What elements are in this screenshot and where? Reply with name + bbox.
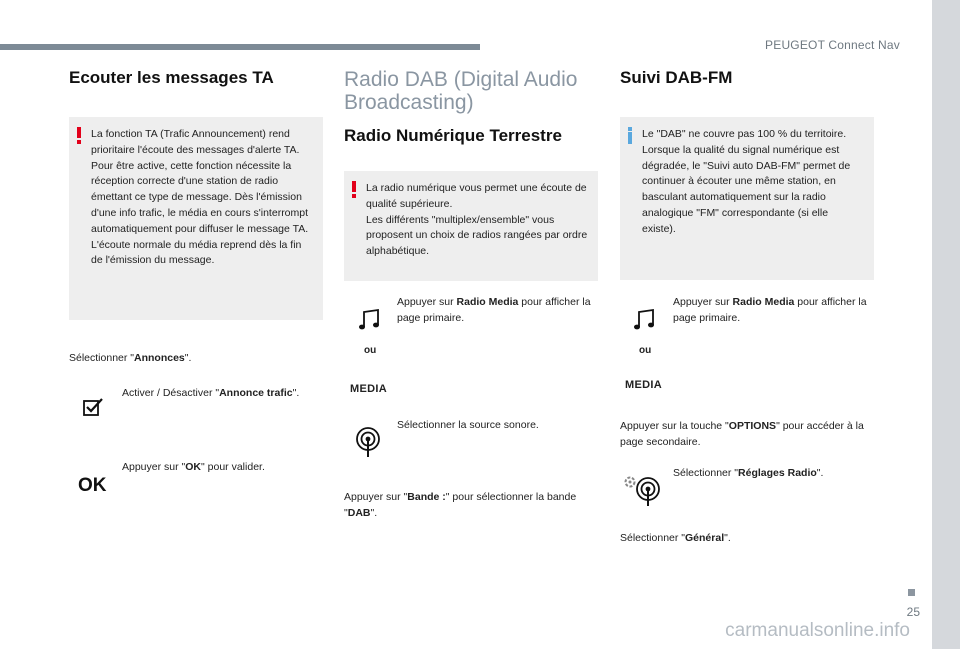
warning-icon xyxy=(77,127,81,144)
select-annonces-text: Sélectionner "Annonces". xyxy=(69,352,192,364)
info-box-dabfm xyxy=(620,117,874,280)
section-title-dab: Radio DAB (Digital Audio Broadcasting) xyxy=(344,68,578,114)
select-radio-settings-text: Sélectionner "Réglages Radio". xyxy=(673,467,824,479)
music-note-icon xyxy=(357,307,383,333)
radio-settings-icon xyxy=(622,473,662,507)
media-button-label: MEDIA xyxy=(350,383,387,395)
end-of-section-mark xyxy=(908,589,915,596)
info-text-2: Lorsque la qualité du signal numérique est dégradée, le "Suivi auto DAB-FM" permet de continuer à écouter une même station, en basculant automatiquement sur la radio analogique "FM" correspondante (si elle existe). xyxy=(642,143,851,235)
brand-title: PEUGEOT Connect Nav xyxy=(765,38,900,52)
section-title-ta: Ecouter les messages TA xyxy=(69,68,274,87)
toggle-annonce-text: Activer / Désactiver "Annonce trafic". xyxy=(122,387,300,399)
info-text-1: Le "DAB" ne couvre pas 100 % du territoire. xyxy=(642,128,847,140)
warning-box-dab xyxy=(344,171,598,281)
or-label: ou xyxy=(364,345,377,356)
or-label: ou xyxy=(639,345,652,356)
subtitle-rnt: Radio Numérique Terrestre xyxy=(344,126,562,145)
page-number: 25 xyxy=(906,605,920,619)
select-band-text: Appuyer sur "Bande :" pour sélectionner la bande "DAB". xyxy=(344,491,577,519)
watermark-text: carmanualsonline.info xyxy=(725,620,910,641)
warning-text-dab-1: La radio numérique vous permet une écoute de qualité supérieure. xyxy=(366,182,587,210)
press-options-text: Appuyer sur la touche "OPTIONS" pour accéder à la page secondaire. xyxy=(620,420,864,448)
media-button-label: MEDIA xyxy=(625,379,662,391)
warning-text-dab-2: Les différents "multiplex/ensemble" vous proposent un choix de radios rangées par ordre alphabétique. xyxy=(366,213,588,258)
ok-icon: OK xyxy=(78,475,107,496)
warning-text-ta: La fonction TA (Trafic Announcement) rend prioritaire l'écoute des messages d'alerte TA. Pour être active, cette fonction nécessite la réception correcte d'une station de radio émettant ce type de message. Dès l'émission d'une info trafic, le média en cours s'interrompt automatiquement pour diffuser le message TA. L'écoute normale du média reprend dès la fin de l'émission du message. xyxy=(91,128,309,267)
press-radio-media-text: Appuyer sur Radio Media pour afficher la page primaire. xyxy=(673,296,867,324)
select-general-text: Sélectionner "Général". xyxy=(620,532,731,544)
warning-icon xyxy=(352,181,356,198)
checkbox-icon xyxy=(82,396,104,418)
radio-source-icon xyxy=(354,425,382,459)
ok-validate-text: Appuyer sur "OK" pour valider. xyxy=(122,461,265,473)
side-tab xyxy=(932,0,960,649)
music-note-icon xyxy=(632,307,658,333)
header-rule xyxy=(0,44,480,50)
press-radio-media-text: Appuyer sur Radio Media pour afficher la page primaire. xyxy=(397,296,591,324)
warning-box-ta xyxy=(69,117,323,320)
section-title-dabfm: Suivi DAB-FM xyxy=(620,68,733,87)
info-icon xyxy=(628,127,632,144)
select-source-text: Sélectionner la source sonore. xyxy=(397,419,539,431)
